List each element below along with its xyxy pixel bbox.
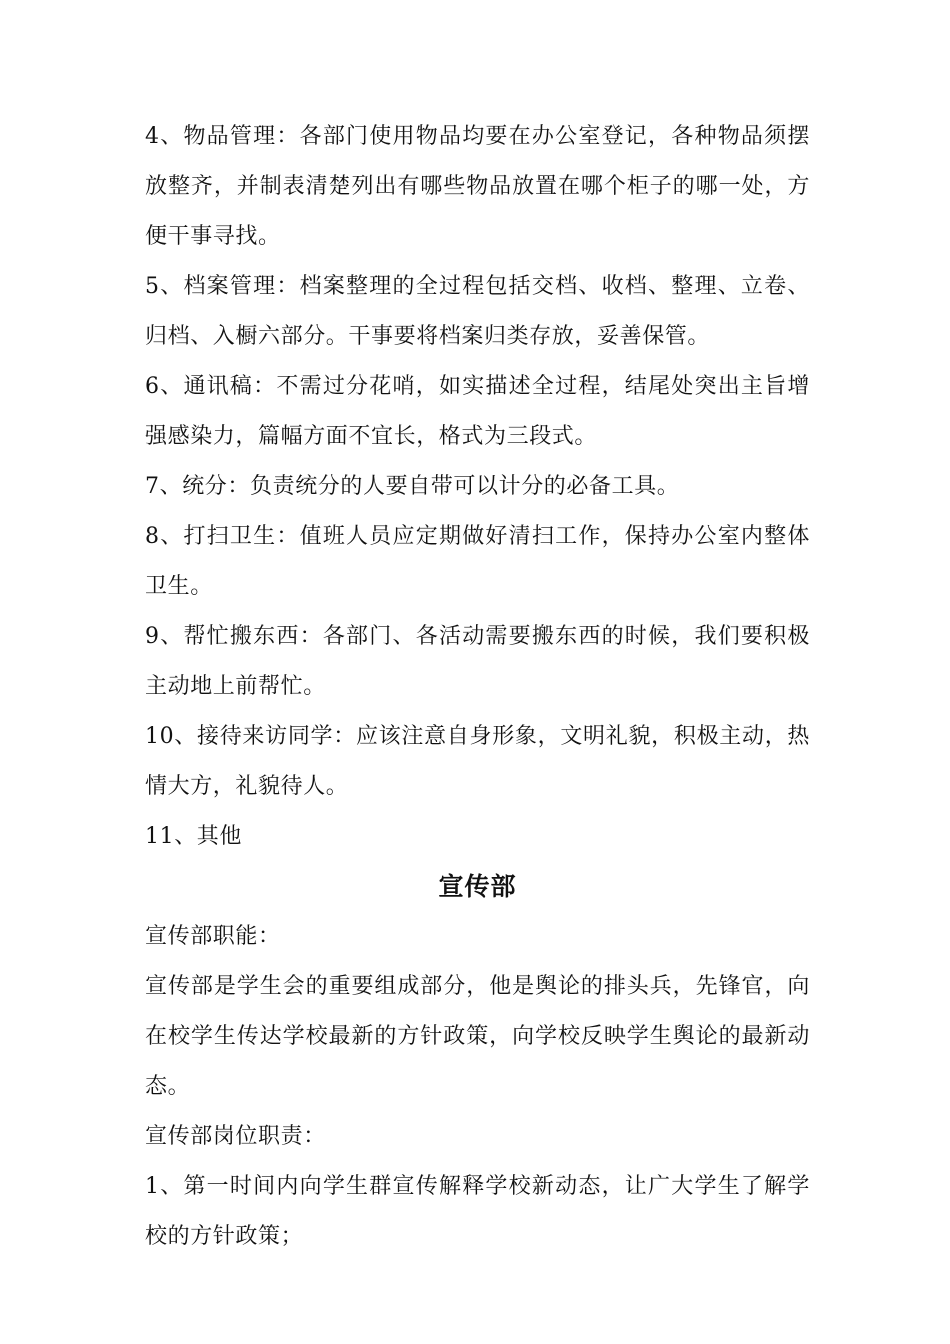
item-9-moving-help: 9、帮忙搬东西：各部门、各活动需要搬东西的时候，我们要积极主动地上前帮忙。	[145, 624, 810, 699]
function-heading: 宣传部职能：	[145, 924, 281, 949]
item-11-other: 11、其他	[145, 824, 242, 849]
document-body	[145, 112, 810, 1262]
duty-1: 1、第一时间内向学生群宣传解释学校新动态，让广大学生了解学校的方针政策；	[145, 1174, 810, 1249]
item-8-cleaning: 8、打扫卫生：值班人员应定期做好清扫工作，保持办公室内整体卫生。	[145, 524, 810, 599]
section-title: 宣传部	[438, 872, 517, 901]
item-5-archive-management: 5、档案管理：档案整理的全过程包括交档、收档、整理、立卷、归档、入橱六部分。干事要将档案归类存放，妥善保管。	[145, 274, 810, 349]
item-10-reception: 10、接待来访同学：应该注意自身形象，文明礼貌，积极主动，热情大方，礼貌待人。	[145, 724, 810, 799]
item-4-goods-management: 4、物品管理：各部门使用物品均要在办公室登记，各种物品须摆放整齐，并制表清楚列出有哪些物品放置在哪个柜子的哪一处，方便干事寻找。	[145, 124, 810, 249]
function-text: 宣传部是学生会的重要组成部分，他是舆论的排头兵，先锋官，向在校学生传达学校最新的方针政策，向学校反映学生舆论的最新动态。	[145, 974, 810, 1099]
item-6-news-report: 6、通讯稿：不需过分花哨，如实描述全过程，结尾处突出主旨增强感染力，篇幅方面不宜长，格式为三段式。	[145, 374, 810, 449]
item-7-scoring: 7、统分：负责统分的人要自带可以计分的必备工具。	[145, 474, 680, 499]
duties-heading: 宣传部岗位职责：	[145, 1124, 326, 1149]
